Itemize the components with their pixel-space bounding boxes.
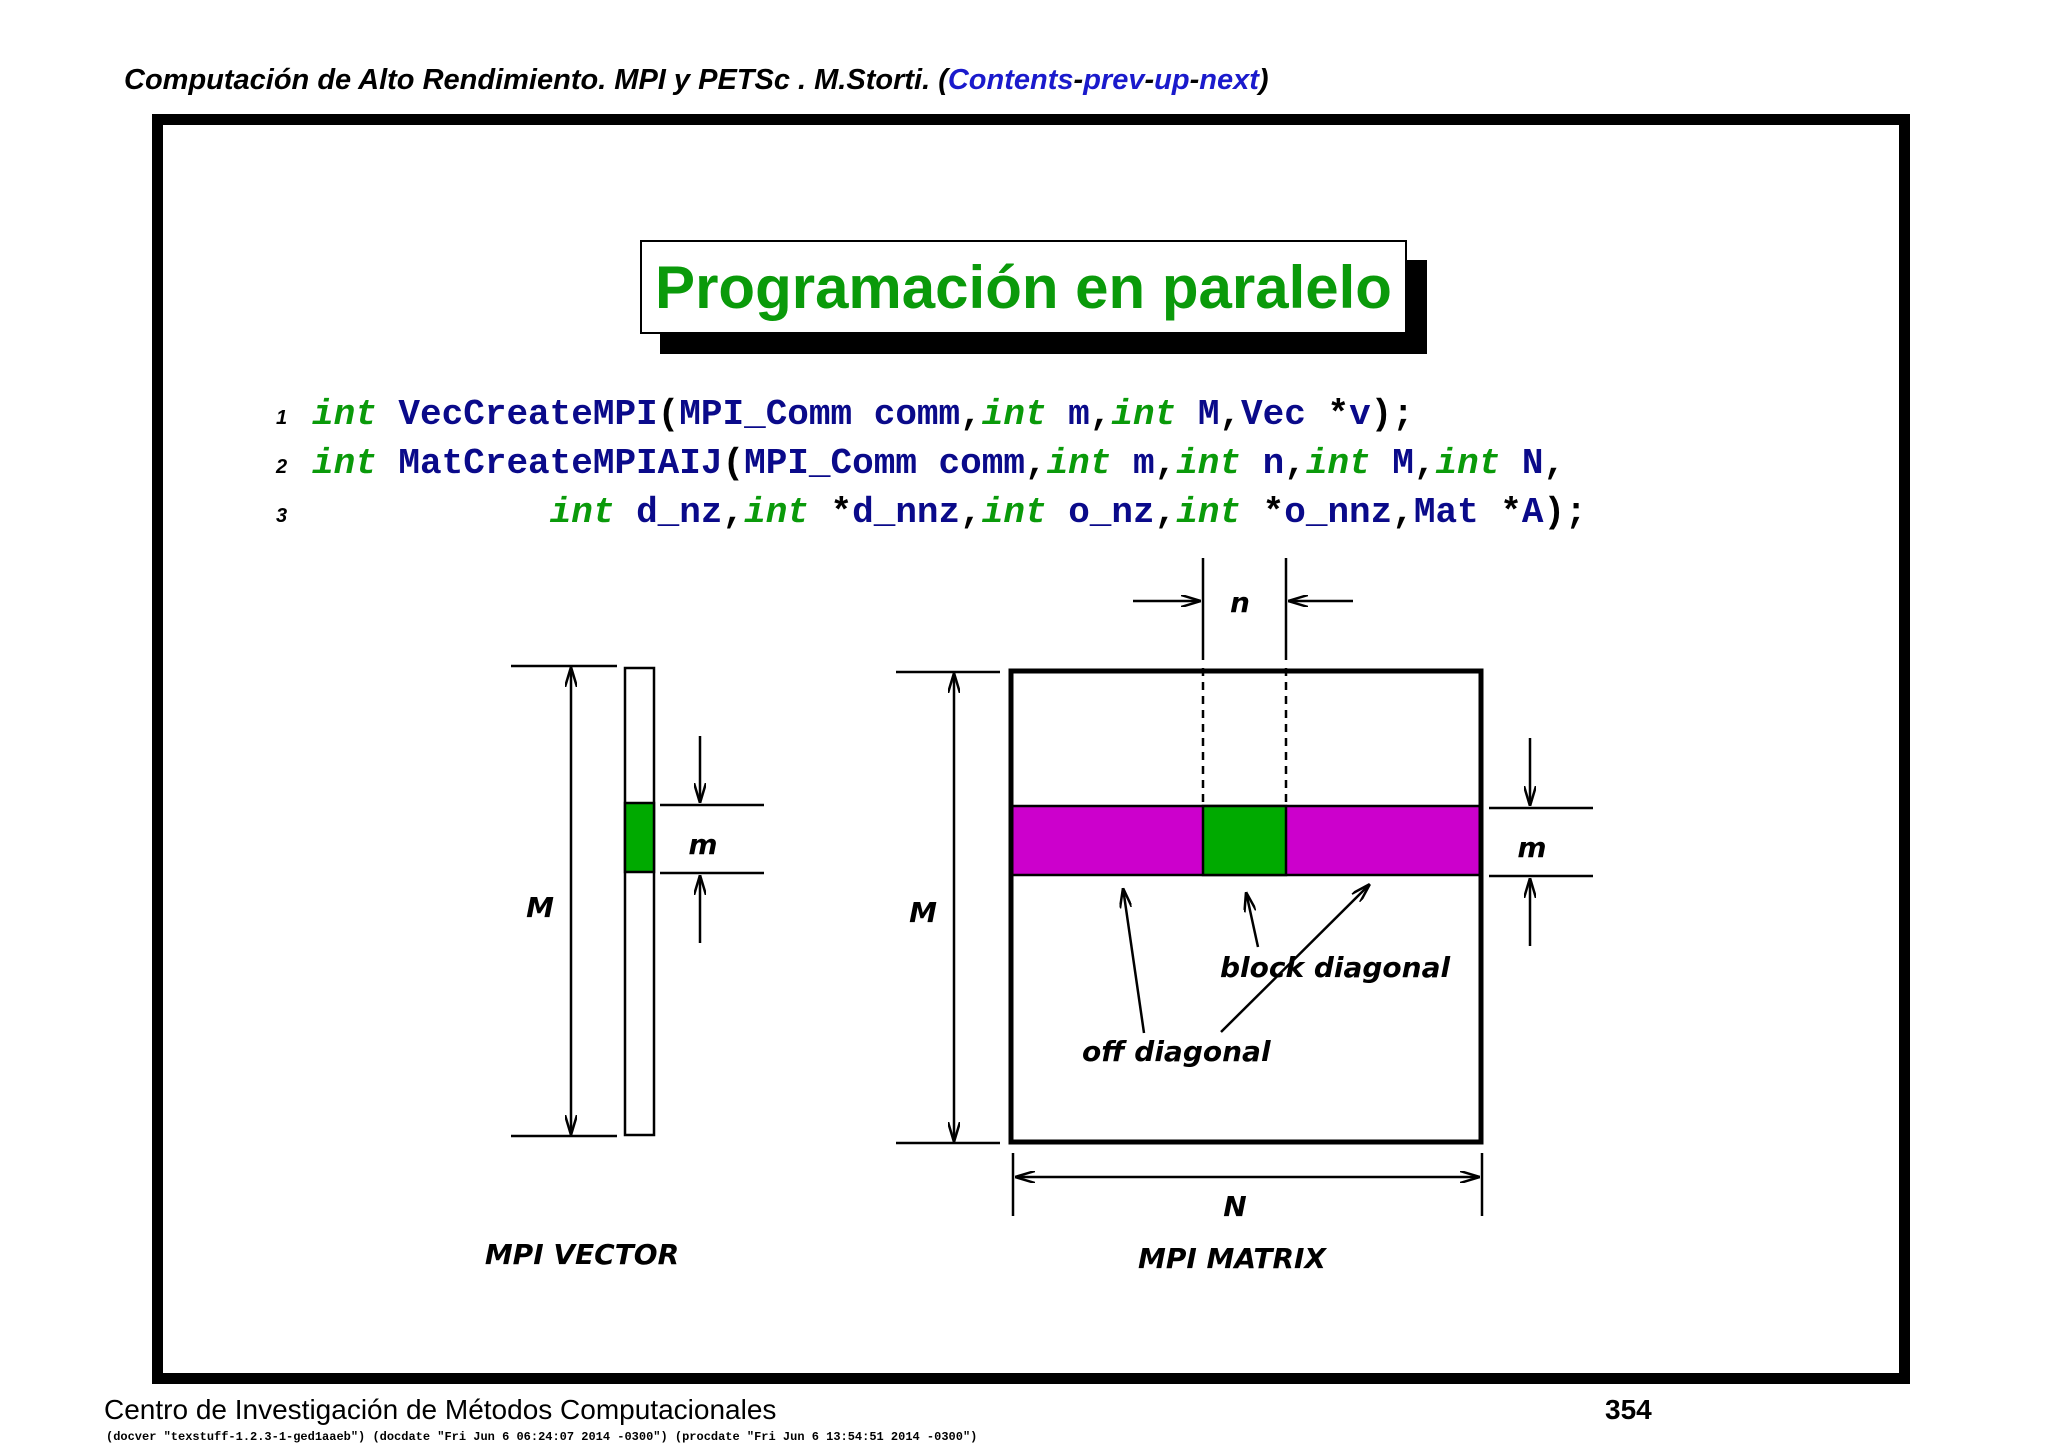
up-link[interactable]: up [1154, 64, 1190, 96]
code-keyword: int [549, 492, 615, 533]
code-keyword: int [1111, 394, 1177, 435]
off-diagonal-pointer-left [1123, 888, 1144, 1033]
matrix-caption: MPI MATRIX [1137, 1242, 1327, 1275]
code-identifier: m [1132, 443, 1155, 484]
mpi-vector-diagram [485, 666, 764, 1271]
code-punctuation: * [808, 492, 853, 533]
header-separator: - [1189, 64, 1200, 96]
block-diagonal-pointer [1246, 892, 1258, 947]
block-diagonal-label: block diagonal [1220, 951, 1451, 984]
code-punctuation: , [1543, 443, 1566, 484]
code-keyword: int [1046, 443, 1112, 484]
code-keyword: int [981, 492, 1047, 533]
footer-institution: Centro de Investigación de Métodos Computacionales [104, 1394, 777, 1425]
code-punctuation: , [1154, 492, 1177, 533]
code-keyword: int [744, 492, 809, 533]
code-identifier: MPI_Comm [679, 394, 853, 435]
off-diagonal-label: off diagonal [1082, 1035, 1271, 1068]
code-punctuation: ); [1370, 394, 1414, 435]
code-punctuation: , [960, 394, 982, 435]
header-title: Computación de Alto Rendimiento. MPI y PETSc . M.Storti. ( [124, 64, 948, 96]
header-separator: - [1073, 64, 1084, 96]
code-punctuation: ( [722, 443, 745, 484]
slide-title: Programación en paralelo [655, 253, 1392, 321]
matrix-N-label: N [1223, 1190, 1247, 1223]
vector-caption: MPI VECTOR [484, 1238, 680, 1271]
code-punctuation: * [1305, 394, 1350, 435]
code-punctuation: ( [657, 394, 680, 435]
code-identifier: MPI_Comm [744, 443, 917, 484]
contents-link[interactable]: Contents [947, 64, 1074, 96]
prev-link[interactable]: prev [1083, 64, 1145, 96]
code-identifier: d_nnz [852, 492, 961, 533]
page-number: 354 [1605, 1394, 1652, 1425]
code-punctuation: , [1089, 394, 1112, 435]
matrix-n-label: n [1230, 586, 1250, 619]
line-number: 1 [276, 407, 288, 429]
code-keyword: int [1305, 443, 1371, 484]
code-punctuation: * [1478, 492, 1522, 533]
footer-version-info: (docver "texstuff-1.2.3-1-ged1aaeb") (docdate "Fri Jun 6 06:24:07 2014 -0300") (procdate "Fri Jun 6 13:54:51 2014 -0300") [106, 1430, 978, 1444]
code-identifier: n [1262, 443, 1285, 484]
code-keyword: int [1176, 443, 1242, 484]
vector-M-label: M [526, 891, 554, 924]
matrix-m-label: m [1517, 831, 1547, 864]
code-identifier: o_nz [1068, 492, 1155, 533]
code-keyword: int [312, 394, 377, 435]
mpi-matrix-diagram [896, 558, 1593, 1275]
code-keyword: int [1176, 492, 1242, 533]
vector-m-label: m [688, 828, 718, 861]
code-identifier: M [1392, 443, 1414, 484]
vector-rect [625, 668, 654, 1135]
code-punctuation: , [1219, 394, 1242, 435]
code-identifier: VecCreateMPI [398, 394, 658, 435]
code-punctuation: , [960, 492, 982, 533]
line-number: 3 [276, 505, 288, 527]
code-identifier: v [1349, 394, 1371, 435]
code-keyword: int [1435, 443, 1501, 484]
code-punctuation: ); [1543, 492, 1587, 533]
matrix-rect [1011, 671, 1481, 1142]
code-punctuation: * [1241, 492, 1285, 533]
code-identifier: comm [873, 394, 961, 435]
matrix-block-diagonal [1203, 806, 1286, 875]
next-link[interactable]: next [1199, 64, 1259, 96]
code-punctuation: , [1284, 443, 1306, 484]
code-identifier: Vec [1241, 394, 1306, 435]
code-identifier: Mat [1413, 492, 1479, 533]
code-punctuation: , [1392, 492, 1414, 533]
line-number: 2 [276, 456, 288, 478]
code-punctuation: , [1154, 443, 1177, 484]
code-identifier: o_nnz [1284, 492, 1393, 533]
code-identifier: d_nz [636, 492, 723, 533]
code-identifier: M [1197, 394, 1220, 435]
code-identifier: comm [938, 443, 1025, 484]
code-identifier: MatCreateMPIAIJ [398, 443, 723, 484]
code-keyword: int [981, 394, 1047, 435]
vector-local-block [625, 803, 654, 872]
code-identifier: m [1068, 394, 1090, 435]
code-punctuation: , [722, 492, 745, 533]
matrix-M-label: M [909, 896, 937, 929]
code-keyword: int [312, 443, 377, 484]
code-identifier: N [1521, 443, 1544, 484]
code-punctuation: , [1413, 443, 1436, 484]
code-identifier: A [1521, 492, 1544, 533]
header-separator: - [1144, 64, 1155, 96]
header-suffix: ) [1258, 64, 1269, 96]
code-punctuation: , [1024, 443, 1047, 484]
